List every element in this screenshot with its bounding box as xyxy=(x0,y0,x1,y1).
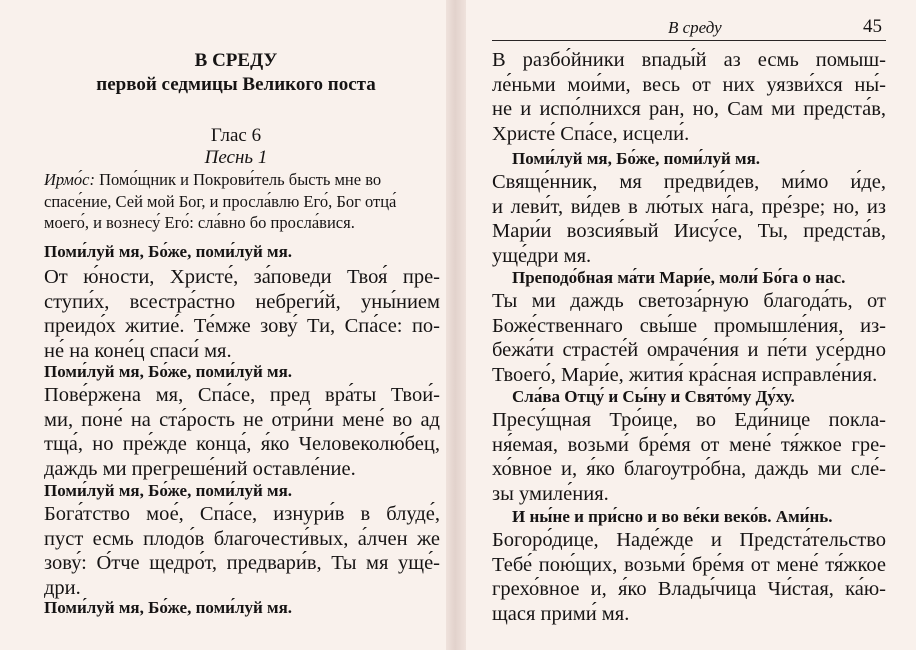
irmos-line: моего́, и вознесу́ Его́: сла́вно бо просла́вися. xyxy=(44,213,355,232)
text-line: грехо́вное и, я́ко Влады́чица Чи́стая, ка́ю- xyxy=(492,578,886,600)
text-line: Богоро́дице, Наде́жде и Предста́тельство xyxy=(492,529,886,551)
text-line: В разбо́йники впады́й аз есмь помыш- xyxy=(492,49,886,71)
text-line: уще́дри мя. xyxy=(492,244,592,267)
section-title: В СРЕДУ xyxy=(194,50,278,71)
tone-heading: Глас 6 xyxy=(210,125,262,146)
troparion-text xyxy=(492,408,886,506)
troparion-text xyxy=(44,502,440,600)
text-line: Пресу́щная Тро́ице, во Еди́нице покла- xyxy=(492,409,886,431)
irmos-line: Помо́щник и Покрови́тель бысть мне во xyxy=(94,170,382,189)
text-line: даждь ми прегреше́ний оставле́ние. xyxy=(44,457,356,480)
text-line: Ты ми даждь светоза́рную благода́ть, от xyxy=(492,290,886,312)
section-subtitle: первой седмицы Великого поста xyxy=(96,74,376,95)
text-line: Свяще́нник, мя предви́дев, ми́мо и́де, xyxy=(492,171,886,193)
irmos-line: спасе́ние, Сей мой Бог, и просла́влю Его́, Бог отца́ xyxy=(44,191,397,211)
text-line: пуст есмь плодо́в благочести́вых, а́лчен же xyxy=(44,527,440,550)
text-line: Христе́ Спа́се, исцели́. xyxy=(492,122,690,145)
text-line: ми, поне́ на ста́рость не отри́ни мене́ во ад xyxy=(44,408,440,431)
irmos-label: Ирмо́с: xyxy=(44,170,95,189)
troparion-text xyxy=(44,265,440,363)
text-line: Бога́тство мое́, Спа́се, изнури́в в блуде́, xyxy=(44,503,440,525)
text-line: не и испо́лнихся ран, но, Сам ми предста́в, xyxy=(492,98,886,120)
text-line: Пове́ржена мя, Спа́се, пред вра́ты Твои́- xyxy=(44,384,440,406)
ode-heading: Песнь 1 xyxy=(204,147,268,168)
refrain-line: И ны́не и при́сно и во ве́ки веко́в. Ами́нь. xyxy=(512,507,833,526)
text-line: ня́емая, возьми́ бре́мя от мене́ тя́жкое гре- xyxy=(492,433,886,456)
refrain-line: Поми́луй мя, Бо́же, поми́луй мя. xyxy=(44,242,293,261)
irmos-text xyxy=(44,169,440,234)
text-line: щася прими́ мя. xyxy=(492,602,630,625)
text-line: Тебе́ пою́щих, возьми́ бре́мя от мене́ тя́жкое xyxy=(492,553,886,576)
text-line: дри. xyxy=(44,576,81,599)
refrain-line: Поми́луй мя, Бо́же, поми́луй мя. xyxy=(44,598,293,617)
refrain-line: Поми́луй мя, Бо́же, поми́луй мя. xyxy=(44,481,293,500)
refrain-line: Сла́ва Отцу́ и Сы́ну и Свято́му Ду́ху. xyxy=(512,387,795,406)
text-line: зову́: О́тче щедро́т, предвари́в, Ты мя уще́- xyxy=(44,552,440,574)
text-line: ле́ньми мои́ми, весь от них уязви́хся ны́- xyxy=(492,73,886,96)
troparion-text xyxy=(44,383,440,481)
troparion-text xyxy=(492,170,886,268)
text-line: Твоего́, Мари́е, жития́ кра́сная исправле́ния. xyxy=(492,363,878,386)
text-line: Боже́ственнаго свы́ше промышле́ния, из- xyxy=(492,314,886,337)
text-line: не́ на коне́ц спаси́ мя. xyxy=(44,339,232,362)
refrain-line: Поми́луй мя, Бо́же, поми́луй мя. xyxy=(512,149,761,168)
troparion-text xyxy=(492,289,886,387)
text-line: От ю́ности, Христе́, за́поведи Твоя́ пре- xyxy=(44,266,440,288)
text-line: Мари́и возсия́вый Иису́се, Ты, предста́в, xyxy=(492,220,886,242)
text-line: зы умиле́ния. xyxy=(492,482,609,505)
text-line: бежа́ти страсте́й омраче́ния и пе́ти усе́рдно xyxy=(492,339,886,361)
refrain-line: Преподо́бная ма́ти Мари́е, моли́ Бо́га о нас. xyxy=(512,268,846,287)
text-line: хо́вное и, я́ко благоутро́бна, даждь ми сле́- xyxy=(492,458,886,480)
running-title: В среду xyxy=(668,18,722,37)
text-line: и леви́т, ви́дев в лю́тых на́га, пре́зре; но, из xyxy=(492,195,886,218)
troparion-text xyxy=(492,528,886,626)
text-line: тща́, но пре́жде конца́, я́ко Человеколю́бец, xyxy=(44,433,440,455)
book-gutter xyxy=(446,0,466,650)
troparion-text xyxy=(492,48,886,146)
text-line: преидо́х житие́. Те́мже зову́ Ти, Спа́се: по- xyxy=(44,315,440,337)
running-header xyxy=(492,14,886,41)
page-number: 45 xyxy=(863,16,882,37)
text-line: ступи́х, всестра́стно небреги́й, уны́нием xyxy=(44,290,440,313)
refrain-line: Поми́луй мя, Бо́же, поми́луй мя. xyxy=(44,362,293,381)
